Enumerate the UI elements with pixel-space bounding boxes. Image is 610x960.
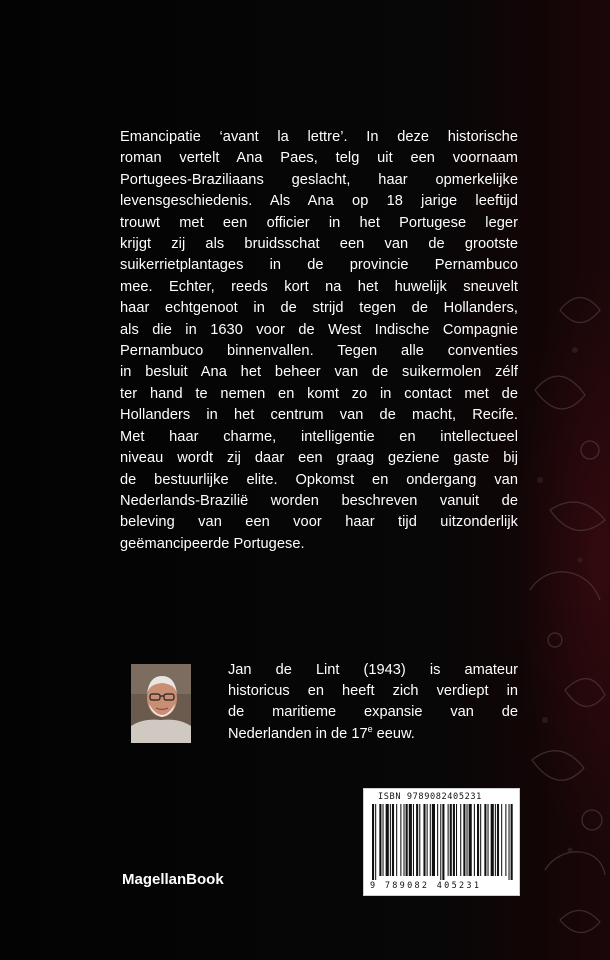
barcode-bar [448,804,449,876]
barcode-bar [409,804,412,876]
barcode-bar [469,804,472,876]
barcode-bar [440,804,441,880]
bio-line4-end: eeuw. [372,725,415,742]
isbn-barcode [363,788,520,896]
isbn-digits: 9 789082 405231 [370,881,482,891]
bio-line4-superscript: e [367,723,373,734]
blurb-line: roman vertelt Ana Paes, telg uit een voornaam [120,150,518,167]
barcode-bar [450,804,452,876]
barcode-bar [509,804,510,880]
barcode-bar [400,804,401,876]
barcode-bar [497,804,499,876]
barcode-bar [463,804,465,876]
publisher-name: MagellanBook [122,871,224,888]
blurb-line: Portugees-Braziliaans geslacht, haar opmerkelijke [120,171,518,188]
barcode-bar [392,804,394,876]
bio-line4-text: Nederlanden in de 17 [228,725,368,742]
barcode-bar [467,804,468,876]
barcode-bar [495,804,496,876]
barcode-bar [379,804,381,876]
barcode-bar [488,804,489,876]
bio-line: Jan de Lint (1943) is amateur [228,662,518,678]
barcode-bar [383,804,384,876]
blurb-line: Pernambuco binnenvallen. Tegen alle conventies [120,343,518,360]
barcode-bar [505,804,506,876]
decorative-floral-pattern [520,250,610,960]
blurb-line: haar echtgenoot in de strijd tegen de Hollanders, [120,300,518,317]
blurb-line: Met haar charme, intelligentie en intellectueel [120,428,518,445]
blurb-line: trouwt met een officier in het Portugese leger [120,214,518,231]
blurb-line: Hollanders in het centrum van de macht, Recife. [120,407,518,424]
barcode-bar [480,804,481,876]
blurb-line: ter hand te nemen en komt zo in contact met de [120,385,518,402]
barcode-bar [511,804,513,880]
blurb-line: de bestuurlijke elite. Opkomst en ondergang van [120,471,518,488]
barcode-bar [396,804,397,876]
barcode-bar [456,804,457,876]
bio-line: historicus en heeft zich verdiept in [228,683,518,700]
barcode-bar [419,804,420,876]
bio-line: de maritieme expansie van de [228,704,518,721]
barcode-bar [484,804,486,876]
blurb-line: levensgeschiedenis. Als Ana op 18 jarige leeftijd [120,193,518,210]
barcode-bar [453,804,455,876]
barcode-bar [501,804,502,876]
blurb-line: geëmancipeerde Portugese. [120,535,305,552]
blurb-line: Nederlands-Brazilië worden beschreven vanuit de [120,492,518,509]
barcode-bar [413,804,414,876]
author-portrait-image [131,664,191,743]
isbn-label: ISBN 9789082405231 [378,792,482,802]
barcode-bar [432,804,435,876]
blurb-line: krijgt zij als bruidsschat een van de grootste [120,236,518,253]
blurb-line: suikerrietplantages in de provincie Pernambuco [120,257,518,274]
barcode-bar [427,804,428,876]
barcode-bar [386,804,389,876]
barcode-bar [406,804,408,876]
barcode-bar [375,804,376,880]
barcode-bar [474,804,475,876]
author-photo [131,664,191,743]
blurb-line: mee. Echter, reeds kort na het huwelijk sneuvelt [120,278,518,295]
barcode-bar [491,804,494,876]
blurb-line: Emancipatie ‘avant la lettre’. In deze historische [120,129,518,145]
barcode-bar [416,804,418,876]
blurb-line: niveau wordt zij daar een graag geziene gaste bij [120,450,518,467]
bio-line [228,724,518,745]
barcode-bar [390,804,391,876]
barcode-bar [437,804,438,876]
barcode-bar [460,804,461,876]
blurb-line: beleving van een voor haar tijd uitzonderlijk [120,514,518,531]
barcode-bar [372,804,374,880]
barcode-bar [442,804,444,880]
barcode-bar [477,804,479,876]
barcode-bar [430,804,431,876]
blurb-line: als die in 1630 voor de West Indische Compagnie [120,321,518,338]
author-bio [228,660,518,745]
barcode-bars [370,804,515,880]
barcode-bar [404,804,405,876]
barcode-bar [423,804,425,876]
blurb-line: in besluit Ana het beheer van de suikermolen zélf [120,364,518,381]
back-cover-blurb [120,127,518,555]
